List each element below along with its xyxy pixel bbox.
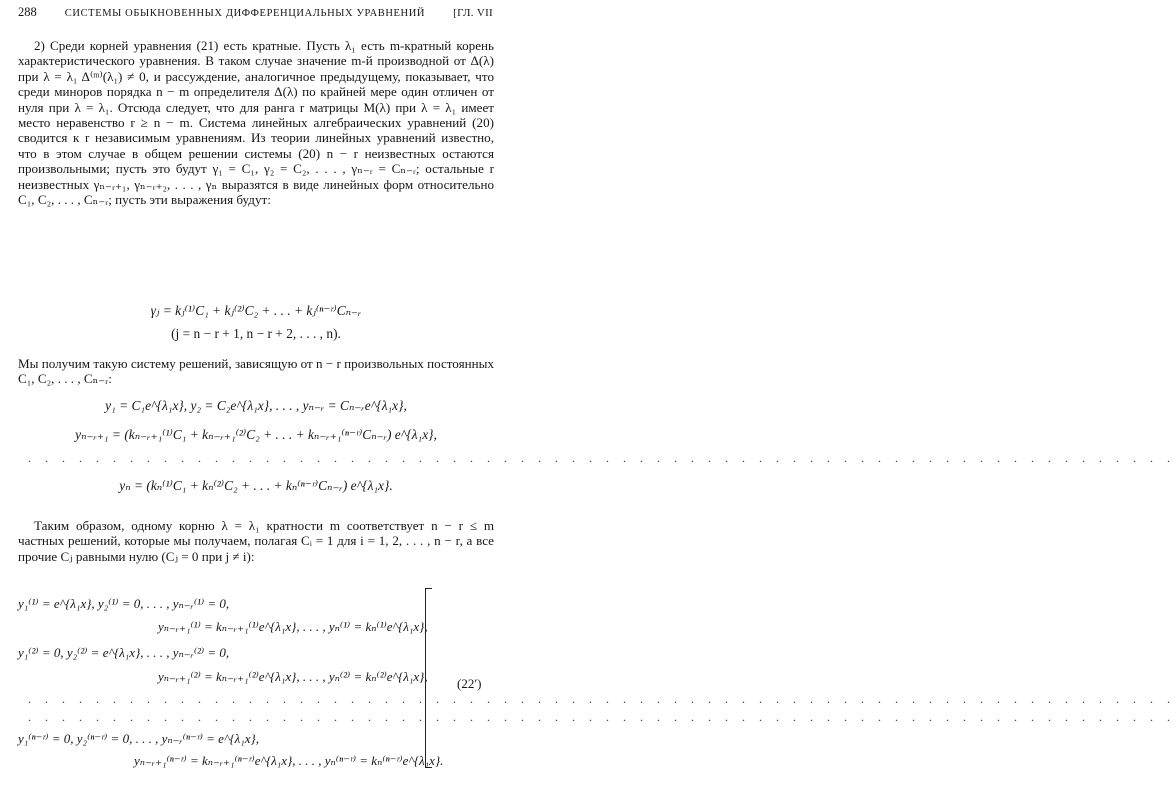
system-row-2a: y₁⁽²⁾ = 0, y₂⁽²⁾ = e^{λ₁x}, . . . , yₙ₋ᵣ⁽²⁾ = 0,: [18, 645, 230, 660]
running-header: [18, 5, 493, 21]
system-row-1b: yₙ₋ᵣ₊₁⁽¹⁾ = kₙ₋ᵣ₊₁⁽¹⁾e^{λ₁x}, . . . , yₙ⁽¹⁾ = kₙ⁽¹⁾e^{λ₁x},: [158, 619, 428, 634]
equation-number: (22′): [457, 676, 482, 691]
system-brace: [425, 588, 432, 768]
paragraph-particular-solutions: Таким образом, одному корню λ = λ₁ кратности m соответствует n − r ≤ m частных решений, которые мы получаем, полагая Cᵢ = 1 для i = 1, 2, . . . , n − r, а все прочие Cⱼ равными нулю (Cⱼ = 0 при j ≠ i):: [18, 518, 494, 564]
page-number: 288: [18, 5, 37, 19]
solution-line-1: y₁ = C₁e^{λ₁x}, y₂ = C₂e^{λ₁x}, . . . , yₙ₋ᵣ = Cₙ₋ᵣe^{λ₁x},: [105, 398, 407, 413]
system-row-1a: y₁⁽¹⁾ = e^{λ₁x}, y₂⁽¹⁾ = 0, . . . , yₙ₋ᵣ⁽¹⁾ = 0,: [18, 596, 230, 611]
system-dots-row-1: . . . . . . . . . . . . . . . . . . . . . . . . . . . . . . . . . . . . . . . . . . . . . . . . . . . . . . . . . . . . . . . . . . . .: [28, 692, 1176, 706]
running-title: СИСТЕМЫ ОБЫКНОВЕННЫХ ДИФФЕРЕНЦИАЛЬНЫХ УРАВНЕНИЙ: [64, 8, 426, 19]
paragraph-solution-system: Мы получим такую систему решений, зависящую от n − r произвольных постоянных C₁, C₂, . . . , Cₙ₋ᵣ:: [18, 356, 494, 387]
system-row-3b: yₙ₋ᵣ₊₁⁽ⁿ⁻ʳ⁾ = kₙ₋ᵣ₊₁⁽ⁿ⁻ʳ⁾e^{λ₁x}, . . . , yₙ⁽ⁿ⁻ʳ⁾ = kₙ⁽ⁿ⁻ʳ⁾e^{λ₁x}.: [134, 753, 444, 768]
system-row-2b: yₙ₋ᵣ₊₁⁽²⁾ = kₙ₋ᵣ₊₁⁽²⁾e^{λ₁x}, . . . , yₙ⁽²⁾ = kₙ⁽²⁾e^{λ₁x},: [158, 669, 428, 684]
chapter-label: [ГЛ. VII: [453, 7, 493, 19]
formula-gamma-range: (j = n − r + 1, n − r + 2, . . . , n).: [171, 326, 341, 341]
solution-line-2: yₙ₋ᵣ₊₁ = (kₙ₋ᵣ₊₁⁽¹⁾C₁ + kₙ₋ᵣ₊₁⁽²⁾C₂ + . . . + kₙ₋ᵣ₊₁⁽ⁿ⁻ʳ⁾Cₙ₋ᵣ) e^{λ₁x},: [75, 427, 437, 442]
system-row-3a: y₁⁽ⁿ⁻ʳ⁾ = 0, y₂⁽ⁿ⁻ʳ⁾ = 0, . . . , yₙ₋ᵣ⁽ⁿ⁻ʳ⁾ = e^{λ₁x},: [18, 731, 260, 746]
system-dots-row-2: . . . . . . . . . . . . . . . . . . . . . . . . . . . . . . . . . . . . . . . . . . . . . . . . . . . . . . . . . . . . . . . . . . . .: [28, 710, 1176, 724]
formula-gamma-j: γⱼ = kⱼ⁽¹⁾C₁ + kⱼ⁽²⁾C₂ + . . . + kⱼ⁽ⁿ⁻ʳ⁾Cₙ₋ᵣ: [150, 303, 362, 318]
paragraph-multiple-roots: 2) Среди корней уравнения (21) есть кратные. Пусть λ₁ есть m-кратный корень характеристического уравнения. В таком случае значение m-й производной от Δ(λ) при λ = λ₁ Δ⁽ᵐ⁾(λ₁) ≠ 0, и рассуждение, аналогичное предыдущему, показывает, что среди миноров порядка n − m определителя Δ(λ) по крайней мере один отличен от нуля при λ = λ₁. Отсюда следует, что для ранга r матрицы M(λ) при λ = λ₁ имеет место неравенство r ≥ n − m. Система линейных алгебраических уравнений (20) сводится к r независимым уравнениям. Из теории линейных уравнений известно, что в этом случае в общем решении системы (20) n − r неизвестных остаются произвольными; пусть это будут γ₁ = C₁, γ₂ = C₂, . . . , γₙ₋ᵣ = Cₙ₋ᵣ; остальные r неизвестных γₙ₋ᵣ₊₁, γₙ₋ᵣ₊₂, . . . , γₙ выразятся в виде линейных форм относительно C₁, C₂, . . . , Cₙ₋ᵣ; пусть эти выражения будут:: [18, 38, 494, 208]
dots-row: . . . . . . . . . . . . . . . . . . . . . . . . . . . . . . . . . . . . . . . . . . . . . . . . . . . . . . . . . . . . . . . . . . . .: [28, 451, 1176, 465]
solution-line-3: yₙ = (kₙ⁽¹⁾C₁ + kₙ⁽²⁾C₂ + . . . + kₙ⁽ⁿ⁻ʳ⁾Cₙ₋ᵣ) e^{λ₁x}.: [119, 478, 393, 493]
